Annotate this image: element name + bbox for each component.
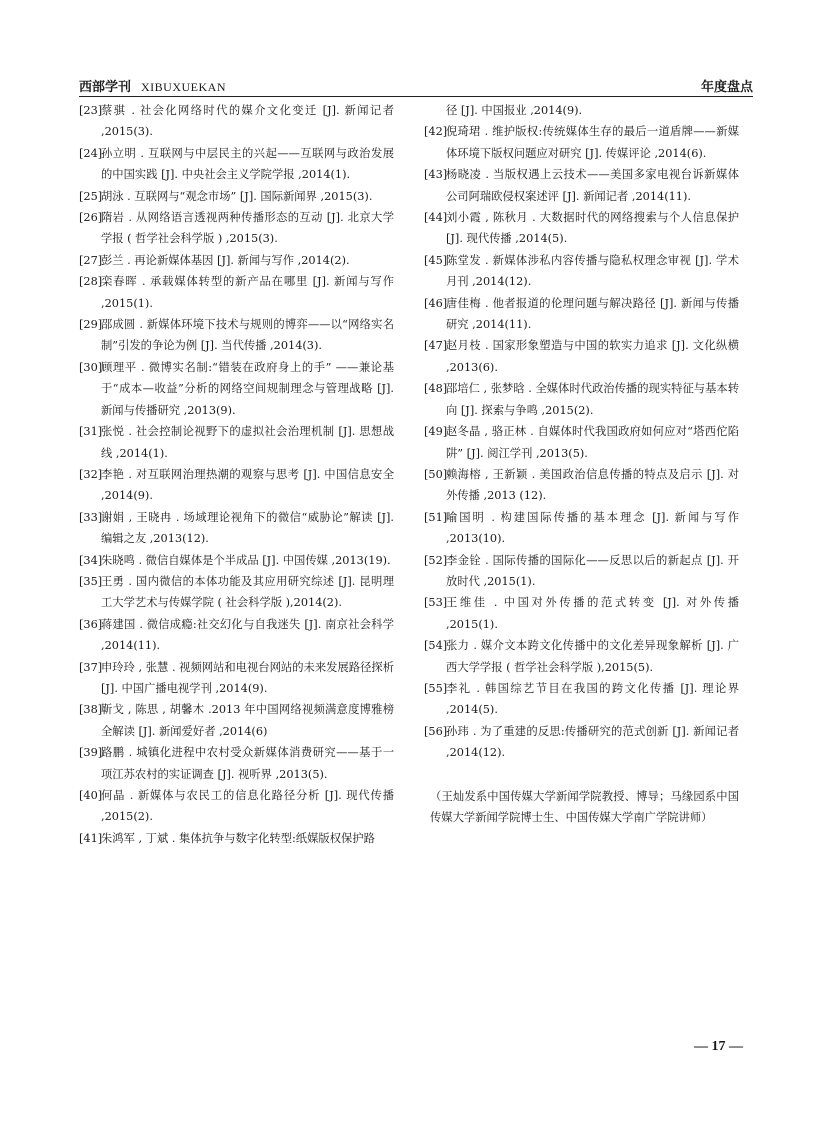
reference-item: [79, 571, 394, 614]
reference-item: [79, 742, 394, 785]
reference-item: [424, 464, 739, 507]
journal-name-cn: 西部学刊: [79, 80, 132, 95]
reference-number: [25]: [79, 189, 103, 203]
reference-text: 李礼 . 韩国综艺节目在我国的跨文化传播 [J]. 理论界 ,2014(5).: [446, 681, 739, 717]
reference-text: 孙玮 . 为了重建的反思:传播研究的范式创新 [J]. 新闻记者 ,2014(12).: [446, 724, 739, 760]
header-rule: [79, 96, 753, 97]
reference-text: 邵培仁 , 张梦晗 . 全媒体时代政治传播的现实特征与基本转向 [J]. 探索与争鸣 ,2015(2).: [446, 382, 739, 417]
reference-item: [424, 121, 739, 164]
reference-number: [52]: [424, 553, 448, 567]
reference-text: 李艳 . 对互联网治理热潮的观察与思考 [J]. 中国信息安全 ,2014(9).: [101, 467, 394, 503]
reference-number: [23]: [79, 104, 103, 117]
reference-item: [79, 250, 394, 271]
reference-item: [79, 421, 394, 464]
reference-text: 顾理平 . 微博实名制:“错装在政府身上的手” ——兼论基于“成本—收益”分析的网络空间规制理念与管理战略 [J]. 新闻与传播研究 ,2013(9).: [101, 360, 394, 417]
reference-text: 朱晓鸣 . 微信自媒体是个半成品 [J]. 中国传媒 ,2013(19).: [101, 553, 391, 567]
reference-text: 张力 . 媒介文本跨文化传播中的文化差异现象解析 [J]. 广西大学学报 ( 哲学社会科学版 ),2015(5).: [446, 639, 739, 674]
reference-item: [79, 507, 394, 550]
reference-number: [44]: [424, 211, 448, 225]
reference-text: 陈堂发 . 新媒体涉私内容传播与隐私权理念审视 [J]. 学术月刊 ,2014(12).: [446, 253, 739, 289]
reference-text: 胡泳 . 互联网与“观念市场” [J]. 国际新闻界 ,2015(3).: [101, 189, 373, 203]
reference-item: [424, 592, 739, 635]
reference-number: [47]: [424, 339, 448, 353]
reference-number: [49]: [424, 425, 448, 439]
reference-number: [42]: [424, 125, 448, 139]
reference-number: [45]: [424, 253, 448, 267]
reference-number: [55]: [424, 681, 448, 695]
reference-text: 蔡骐 . 社会化网络时代的媒介文化变迁 [J]. 新闻记者 ,2015(3).: [101, 104, 394, 139]
reference-number: [26]: [79, 211, 103, 225]
reference-item: [79, 828, 394, 849]
reference-item: [424, 550, 739, 593]
reference-item: [79, 614, 394, 657]
reference-item: [424, 250, 739, 293]
reference-item: [79, 143, 394, 186]
reference-text: 蒋建国 . 微信成瘾:社交幻化与自我迷失 [J]. 南京社会科学 ,2014(11).: [101, 617, 394, 653]
reference-item: [424, 100, 739, 121]
reference-text: 李金铨 . 国际传播的国际化——反思以后的新起点 [J]. 开放时代 ,2015(1).: [446, 553, 739, 588]
reference-text: 申玲玲 , 张慧 . 视频网站和电视台网站的未来发展路径探析 [J]. 中国广播电视学刊 ,2014(9).: [101, 660, 394, 695]
references-left-column: [79, 100, 394, 849]
reference-item: [79, 699, 394, 742]
reference-number: [29]: [79, 318, 103, 332]
reference-item: [79, 357, 394, 421]
page-number: — 17 —: [694, 1039, 743, 1054]
reference-item: [424, 378, 739, 421]
reference-number: [54]: [424, 639, 448, 653]
reference-item: [424, 507, 739, 550]
reference-item: [424, 421, 739, 464]
author-bio: （王灿发系中国传媒大学新闻学院教授、博导；马缘园系中国传媒大学新闻学院博士生、中国传媒大学南广学院讲师）: [430, 789, 739, 824]
reference-text: 靳戈 , 陈思 , 胡馨木 .2013 年中国网络视频满意度博雅榜全解读 [J]. 新闻爱好者 ,2014(6): [101, 703, 394, 738]
reference-text: 隋岩 . 从网络语言透视两种传播形态的互动 [J]. 北京大学学报 ( 哲学社会科学版 ) ,2015(3).: [101, 211, 394, 246]
reference-item: [79, 550, 394, 571]
reference-text: 喻国明 . 构建国际传播的基本理念 [J]. 新闻与写作 ,2013(10).: [446, 510, 739, 546]
reference-item: [79, 464, 394, 507]
reference-number: [27]: [79, 253, 103, 267]
reference-text: 谢娟 , 王晓冉 . 场域理论视角下的微信“威胁论”解读 [J]. 编辑之友 ,2013(12).: [101, 510, 394, 546]
reference-text: 何晶 . 新媒体与农民工的信息化路径分析 [J]. 现代传播 ,2015(2).: [101, 789, 394, 824]
reference-text: 张悦 . 社会控制论视野下的虚拟社会治理机制 [J]. 思想战线 ,2014(1).: [101, 425, 394, 460]
reference-text: 径 [J]. 中国报业 ,2014(9).: [446, 104, 583, 117]
reference-item: [79, 314, 394, 357]
reference-item: [424, 635, 739, 678]
reference-item: [79, 207, 394, 250]
reference-text: 赖海榕 , 王新颖 . 美国政治信息传播的特点及启示 [J]. 对外传播 ,2013 (12).: [446, 467, 739, 503]
reference-text: 朱鸿军 , 丁斌 . 集体抗争与数字化转型:纸媒版权保护路: [101, 831, 375, 845]
reference-item: [79, 785, 394, 828]
journal-name: [79, 76, 226, 95]
reference-number: [32]: [79, 467, 103, 481]
reference-number: [31]: [79, 425, 103, 439]
running-header: [79, 76, 753, 96]
reference-number: [46]: [424, 296, 448, 310]
reference-number: [28]: [79, 275, 103, 289]
reference-text: 杨晓凌 . 当版权遇上云技术——美国多家电视台诉新媒体公司阿瑞欧侵权案述评 [J]. 新闻记者 ,2014(11).: [446, 168, 739, 203]
reference-text: 赵月枝 . 国家形象塑造与中国的软实力追求 [J]. 文化纵横 ,2013(6).: [446, 339, 739, 374]
references-right-list: [424, 100, 739, 764]
reference-number: [36]: [79, 617, 103, 631]
reference-text: 刘小霞 , 陈秋月 . 大数据时代的网络搜索与个人信息保护 [J]. 现代传播 ,2014(5).: [446, 211, 739, 246]
reference-item: [424, 678, 739, 721]
reference-number: [37]: [79, 660, 103, 674]
reference-text: 唐佳梅 . 他者报道的伦理问题与解决路径 [J]. 新闻与传播研究 ,2014(11).: [446, 296, 739, 332]
reference-item: [424, 164, 739, 207]
reference-number: [40]: [79, 789, 103, 802]
reference-item: [79, 186, 394, 207]
reference-item: [424, 721, 739, 764]
journal-name-en: XIBUXUEKAN: [141, 80, 227, 94]
reference-text: 赵冬晶 , 骆正林 . 自媒体时代我国政府如何应对“塔西佗陷阱” [J]. 阅江学刊 ,2013(5).: [446, 425, 739, 460]
reference-number: [39]: [79, 746, 103, 760]
reference-number: [51]: [424, 510, 448, 524]
reference-text: 孙立明 . 互联网与中层民主的兴起——互联网与政治发展的中国实践 [J]. 中央社会主义学院学报 ,2014(1).: [101, 146, 394, 182]
reference-number: [53]: [424, 596, 448, 610]
section-title: 年度盘点: [700, 80, 753, 95]
reference-text: 邵成圆 . 新媒体环境下技术与规则的博弈——以“网络实名制”引发的争论为例 [J]. 当代传播 ,2014(3).: [101, 318, 394, 353]
reference-number: [35]: [79, 574, 103, 588]
reference-number: [30]: [79, 360, 103, 374]
reference-item: [424, 207, 739, 250]
reference-text: 彭兰 . 再论新媒体基因 [J]. 新闻与写作 ,2014(2).: [101, 253, 350, 267]
reference-number: [43]: [424, 168, 448, 182]
reference-text: 路鹏 . 城镇化进程中农村受众新媒体消费研究——基于一项江苏农村的实证调查 [J]. 视听界 ,2013(5).: [101, 746, 394, 781]
reference-item: [79, 657, 394, 700]
reference-text: 王维佳 . 中国对外传播的范式转变 [J]. 对外传播 ,2015(1).: [446, 596, 739, 631]
references-right-column: [424, 100, 739, 828]
reference-number: [56]: [424, 724, 448, 738]
reference-number: [38]: [79, 703, 103, 717]
reference-item: [79, 100, 394, 143]
reference-item: [79, 271, 394, 314]
reference-item: [424, 293, 739, 336]
reference-text: 栾春晖 . 承载媒体转型的新产品在哪里 [J]. 新闻与写作 ,2015(1).: [101, 275, 394, 310]
reference-number: [33]: [79, 510, 103, 524]
reference-text: 王勇 . 国内微信的本体功能及其应用研究综述 [J]. 昆明理工大学艺术与传媒学院 ( 社会科学版 ),2014(2).: [101, 574, 394, 610]
reference-number: [48]: [424, 382, 448, 396]
reference-text: 倪琦珺 . 维护版权:传统媒体生存的最后一道盾牌——新媒体环境下版权问题应对研究 [J]. 传媒评论 ,2014(6).: [446, 125, 739, 160]
reference-number: [50]: [424, 467, 448, 481]
reference-item: [424, 335, 739, 378]
reference-number: [24]: [79, 146, 103, 160]
reference-number: [34]: [79, 553, 103, 567]
reference-number: [41]: [79, 831, 103, 845]
